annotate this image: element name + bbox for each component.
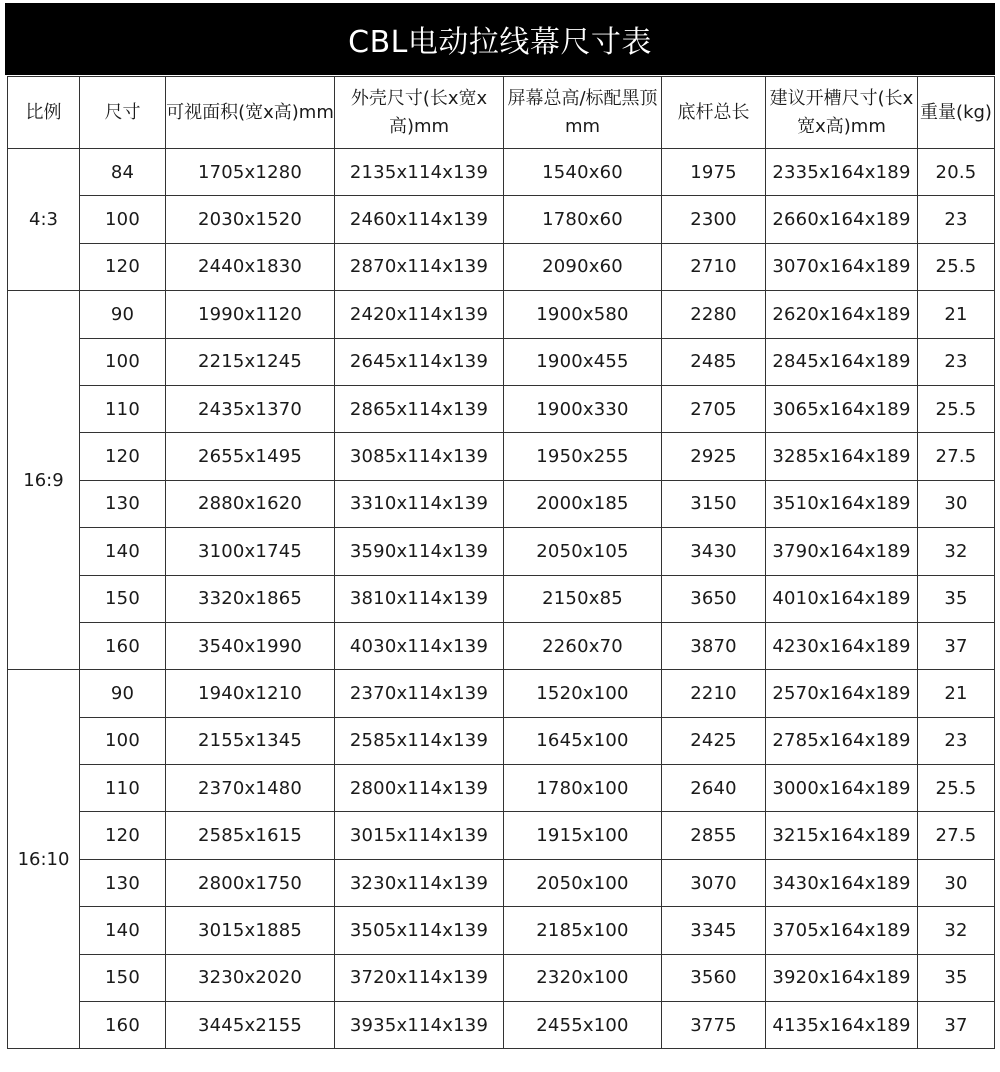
table-row bbox=[8, 149, 995, 196]
table-cell: 30 bbox=[918, 859, 995, 906]
table-cell: 1975 bbox=[662, 149, 766, 196]
table-cell: 23 bbox=[918, 717, 995, 764]
table-row bbox=[8, 243, 995, 290]
table-cell: 3285x164x189 bbox=[766, 433, 918, 480]
table-row bbox=[8, 670, 995, 717]
table-cell: 2845x164x189 bbox=[766, 338, 918, 385]
table-cell: 140 bbox=[80, 528, 166, 575]
table-cell: 21 bbox=[918, 291, 995, 338]
table-cell: 1780x60 bbox=[504, 196, 662, 243]
table-cell: 2215x1245 bbox=[166, 338, 335, 385]
table-cell: 2800x1750 bbox=[166, 859, 335, 906]
table-cell: 3870 bbox=[662, 622, 766, 669]
table-cell: 21 bbox=[918, 670, 995, 717]
table-cell: 3510x164x189 bbox=[766, 480, 918, 527]
table-cell: 2050x105 bbox=[504, 528, 662, 575]
table-cell: 3070x164x189 bbox=[766, 243, 918, 290]
table-cell: 2185x100 bbox=[504, 907, 662, 954]
table-cell: 3430 bbox=[662, 528, 766, 575]
table-cell: 2280 bbox=[662, 291, 766, 338]
table-cell: 2640 bbox=[662, 765, 766, 812]
table-cell: 130 bbox=[80, 859, 166, 906]
table-row bbox=[8, 717, 995, 764]
table-cell: 3650 bbox=[662, 575, 766, 622]
table-row bbox=[8, 480, 995, 527]
table-cell: 160 bbox=[80, 1002, 166, 1049]
table-cell: 3540x1990 bbox=[166, 622, 335, 669]
table-row bbox=[8, 385, 995, 432]
table-cell: 2150x85 bbox=[504, 575, 662, 622]
table-cell: 2585x114x139 bbox=[335, 717, 504, 764]
table-cell: 2370x1480 bbox=[166, 765, 335, 812]
table-cell: 120 bbox=[80, 243, 166, 290]
column-header: 可视面积(宽x高)mm bbox=[166, 77, 335, 149]
table-cell: 2710 bbox=[662, 243, 766, 290]
table-cell: 90 bbox=[80, 291, 166, 338]
table-cell: 2335x164x189 bbox=[766, 149, 918, 196]
table-cell: 110 bbox=[80, 385, 166, 432]
table-cell: 3345 bbox=[662, 907, 766, 954]
table-cell: 2865x114x139 bbox=[335, 385, 504, 432]
table-cell: 27.5 bbox=[918, 433, 995, 480]
table-cell: 3790x164x189 bbox=[766, 528, 918, 575]
table-cell: 3065x164x189 bbox=[766, 385, 918, 432]
table-cell: 2030x1520 bbox=[166, 196, 335, 243]
table-cell: 4135x164x189 bbox=[766, 1002, 918, 1049]
table-row bbox=[8, 1002, 995, 1049]
table-cell: 2135x114x139 bbox=[335, 149, 504, 196]
table-cell: 20.5 bbox=[918, 149, 995, 196]
table-cell: 2260x70 bbox=[504, 622, 662, 669]
table-cell: 2435x1370 bbox=[166, 385, 335, 432]
table-cell: 1940x1210 bbox=[166, 670, 335, 717]
table-cell: 3505x114x139 bbox=[335, 907, 504, 954]
table-cell: 37 bbox=[918, 1002, 995, 1049]
page-title: CBL电动拉线幕尺寸表 bbox=[5, 3, 995, 75]
column-header: 比例 bbox=[8, 77, 80, 149]
table-cell: 2440x1830 bbox=[166, 243, 335, 290]
table-body bbox=[8, 149, 995, 1049]
table-cell: 1900x330 bbox=[504, 385, 662, 432]
table-row bbox=[8, 907, 995, 954]
table-row bbox=[8, 859, 995, 906]
table-cell: 2050x100 bbox=[504, 859, 662, 906]
table-row bbox=[8, 765, 995, 812]
column-header: 屏幕总高/标配黑顶mm bbox=[504, 77, 662, 149]
table-cell: 3230x114x139 bbox=[335, 859, 504, 906]
table-cell: 2645x114x139 bbox=[335, 338, 504, 385]
table-cell: 1645x100 bbox=[504, 717, 662, 764]
table-cell: 3920x164x189 bbox=[766, 954, 918, 1001]
table-cell: 3215x164x189 bbox=[766, 812, 918, 859]
table-cell: 2420x114x139 bbox=[335, 291, 504, 338]
table-cell: 2455x100 bbox=[504, 1002, 662, 1049]
table-header bbox=[8, 77, 995, 149]
column-header: 尺寸 bbox=[80, 77, 166, 149]
table-cell: 1990x1120 bbox=[166, 291, 335, 338]
table-cell: 2785x164x189 bbox=[766, 717, 918, 764]
ratio-cell: 16:10 bbox=[8, 670, 80, 1049]
ratio-cell: 4:3 bbox=[8, 149, 80, 291]
table-cell: 2155x1345 bbox=[166, 717, 335, 764]
table-cell: 90 bbox=[80, 670, 166, 717]
table-cell: 25.5 bbox=[918, 765, 995, 812]
table-cell: 1540x60 bbox=[504, 149, 662, 196]
table-row bbox=[8, 433, 995, 480]
table-cell: 3705x164x189 bbox=[766, 907, 918, 954]
table-cell: 100 bbox=[80, 196, 166, 243]
table-cell: 25.5 bbox=[918, 385, 995, 432]
table-cell: 23 bbox=[918, 338, 995, 385]
table-cell: 2090x60 bbox=[504, 243, 662, 290]
table-cell: 2425 bbox=[662, 717, 766, 764]
table-cell: 2870x114x139 bbox=[335, 243, 504, 290]
table-cell: 150 bbox=[80, 954, 166, 1001]
ratio-cell: 16:9 bbox=[8, 291, 80, 670]
column-header: 外壳尺寸(长x宽x高)mm bbox=[335, 77, 504, 149]
table-cell: 110 bbox=[80, 765, 166, 812]
table-row bbox=[8, 812, 995, 859]
table-row bbox=[8, 196, 995, 243]
table-cell: 1520x100 bbox=[504, 670, 662, 717]
table-cell: 3100x1745 bbox=[166, 528, 335, 575]
table-cell: 100 bbox=[80, 717, 166, 764]
table-cell: 2655x1495 bbox=[166, 433, 335, 480]
table-cell: 140 bbox=[80, 907, 166, 954]
table-row bbox=[8, 575, 995, 622]
table-cell: 27.5 bbox=[918, 812, 995, 859]
table-cell: 35 bbox=[918, 575, 995, 622]
table-cell: 3445x2155 bbox=[166, 1002, 335, 1049]
header-row bbox=[8, 77, 995, 149]
table-cell: 2800x114x139 bbox=[335, 765, 504, 812]
table-cell: 4030x114x139 bbox=[335, 622, 504, 669]
table-cell: 3590x114x139 bbox=[335, 528, 504, 575]
table-cell: 30 bbox=[918, 480, 995, 527]
table-row bbox=[8, 338, 995, 385]
table-cell: 2620x164x189 bbox=[766, 291, 918, 338]
table-cell: 2705 bbox=[662, 385, 766, 432]
table-cell: 100 bbox=[80, 338, 166, 385]
table-cell: 2570x164x189 bbox=[766, 670, 918, 717]
size-spec-table bbox=[7, 76, 995, 1049]
table-cell: 37 bbox=[918, 622, 995, 669]
table-cell: 3810x114x139 bbox=[335, 575, 504, 622]
table-cell: 2370x114x139 bbox=[335, 670, 504, 717]
table-cell: 2660x164x189 bbox=[766, 196, 918, 243]
column-header: 重量(kg) bbox=[918, 77, 995, 149]
table-cell: 4230x164x189 bbox=[766, 622, 918, 669]
table-cell: 1705x1280 bbox=[166, 149, 335, 196]
table-cell: 3150 bbox=[662, 480, 766, 527]
table-cell: 160 bbox=[80, 622, 166, 669]
table-cell: 3310x114x139 bbox=[335, 480, 504, 527]
table-cell: 25.5 bbox=[918, 243, 995, 290]
table-row bbox=[8, 528, 995, 575]
table-cell: 23 bbox=[918, 196, 995, 243]
table-cell: 3430x164x189 bbox=[766, 859, 918, 906]
table-cell: 4010x164x189 bbox=[766, 575, 918, 622]
table-cell: 150 bbox=[80, 575, 166, 622]
table-cell: 1900x455 bbox=[504, 338, 662, 385]
table-cell: 3775 bbox=[662, 1002, 766, 1049]
table-cell: 84 bbox=[80, 149, 166, 196]
table-cell: 2460x114x139 bbox=[335, 196, 504, 243]
table-cell: 2000x185 bbox=[504, 480, 662, 527]
column-header: 底杆总长 bbox=[662, 77, 766, 149]
table-cell: 120 bbox=[80, 433, 166, 480]
table-cell: 2320x100 bbox=[504, 954, 662, 1001]
table-cell: 35 bbox=[918, 954, 995, 1001]
table-cell: 2300 bbox=[662, 196, 766, 243]
column-header: 建议开槽尺寸(长x宽x高)mm bbox=[766, 77, 918, 149]
table-cell: 2855 bbox=[662, 812, 766, 859]
table-cell: 3015x114x139 bbox=[335, 812, 504, 859]
table-cell: 2585x1615 bbox=[166, 812, 335, 859]
table-cell: 3935x114x139 bbox=[335, 1002, 504, 1049]
table-cell: 2925 bbox=[662, 433, 766, 480]
table-row bbox=[8, 291, 995, 338]
table-cell: 3000x164x189 bbox=[766, 765, 918, 812]
table-cell: 1780x100 bbox=[504, 765, 662, 812]
table-cell: 3230x2020 bbox=[166, 954, 335, 1001]
table-cell: 1915x100 bbox=[504, 812, 662, 859]
table-cell: 3015x1885 bbox=[166, 907, 335, 954]
table-cell: 3320x1865 bbox=[166, 575, 335, 622]
table-cell: 1950x255 bbox=[504, 433, 662, 480]
table-cell: 32 bbox=[918, 528, 995, 575]
table-cell: 32 bbox=[918, 907, 995, 954]
table-cell: 1900x580 bbox=[504, 291, 662, 338]
table-cell: 3560 bbox=[662, 954, 766, 1001]
table-row bbox=[8, 622, 995, 669]
table-cell: 3085x114x139 bbox=[335, 433, 504, 480]
table-cell: 120 bbox=[80, 812, 166, 859]
table-row bbox=[8, 954, 995, 1001]
table-cell: 130 bbox=[80, 480, 166, 527]
table-cell: 2485 bbox=[662, 338, 766, 385]
table-cell: 3070 bbox=[662, 859, 766, 906]
table-cell: 2880x1620 bbox=[166, 480, 335, 527]
table-cell: 2210 bbox=[662, 670, 766, 717]
table-cell: 3720x114x139 bbox=[335, 954, 504, 1001]
